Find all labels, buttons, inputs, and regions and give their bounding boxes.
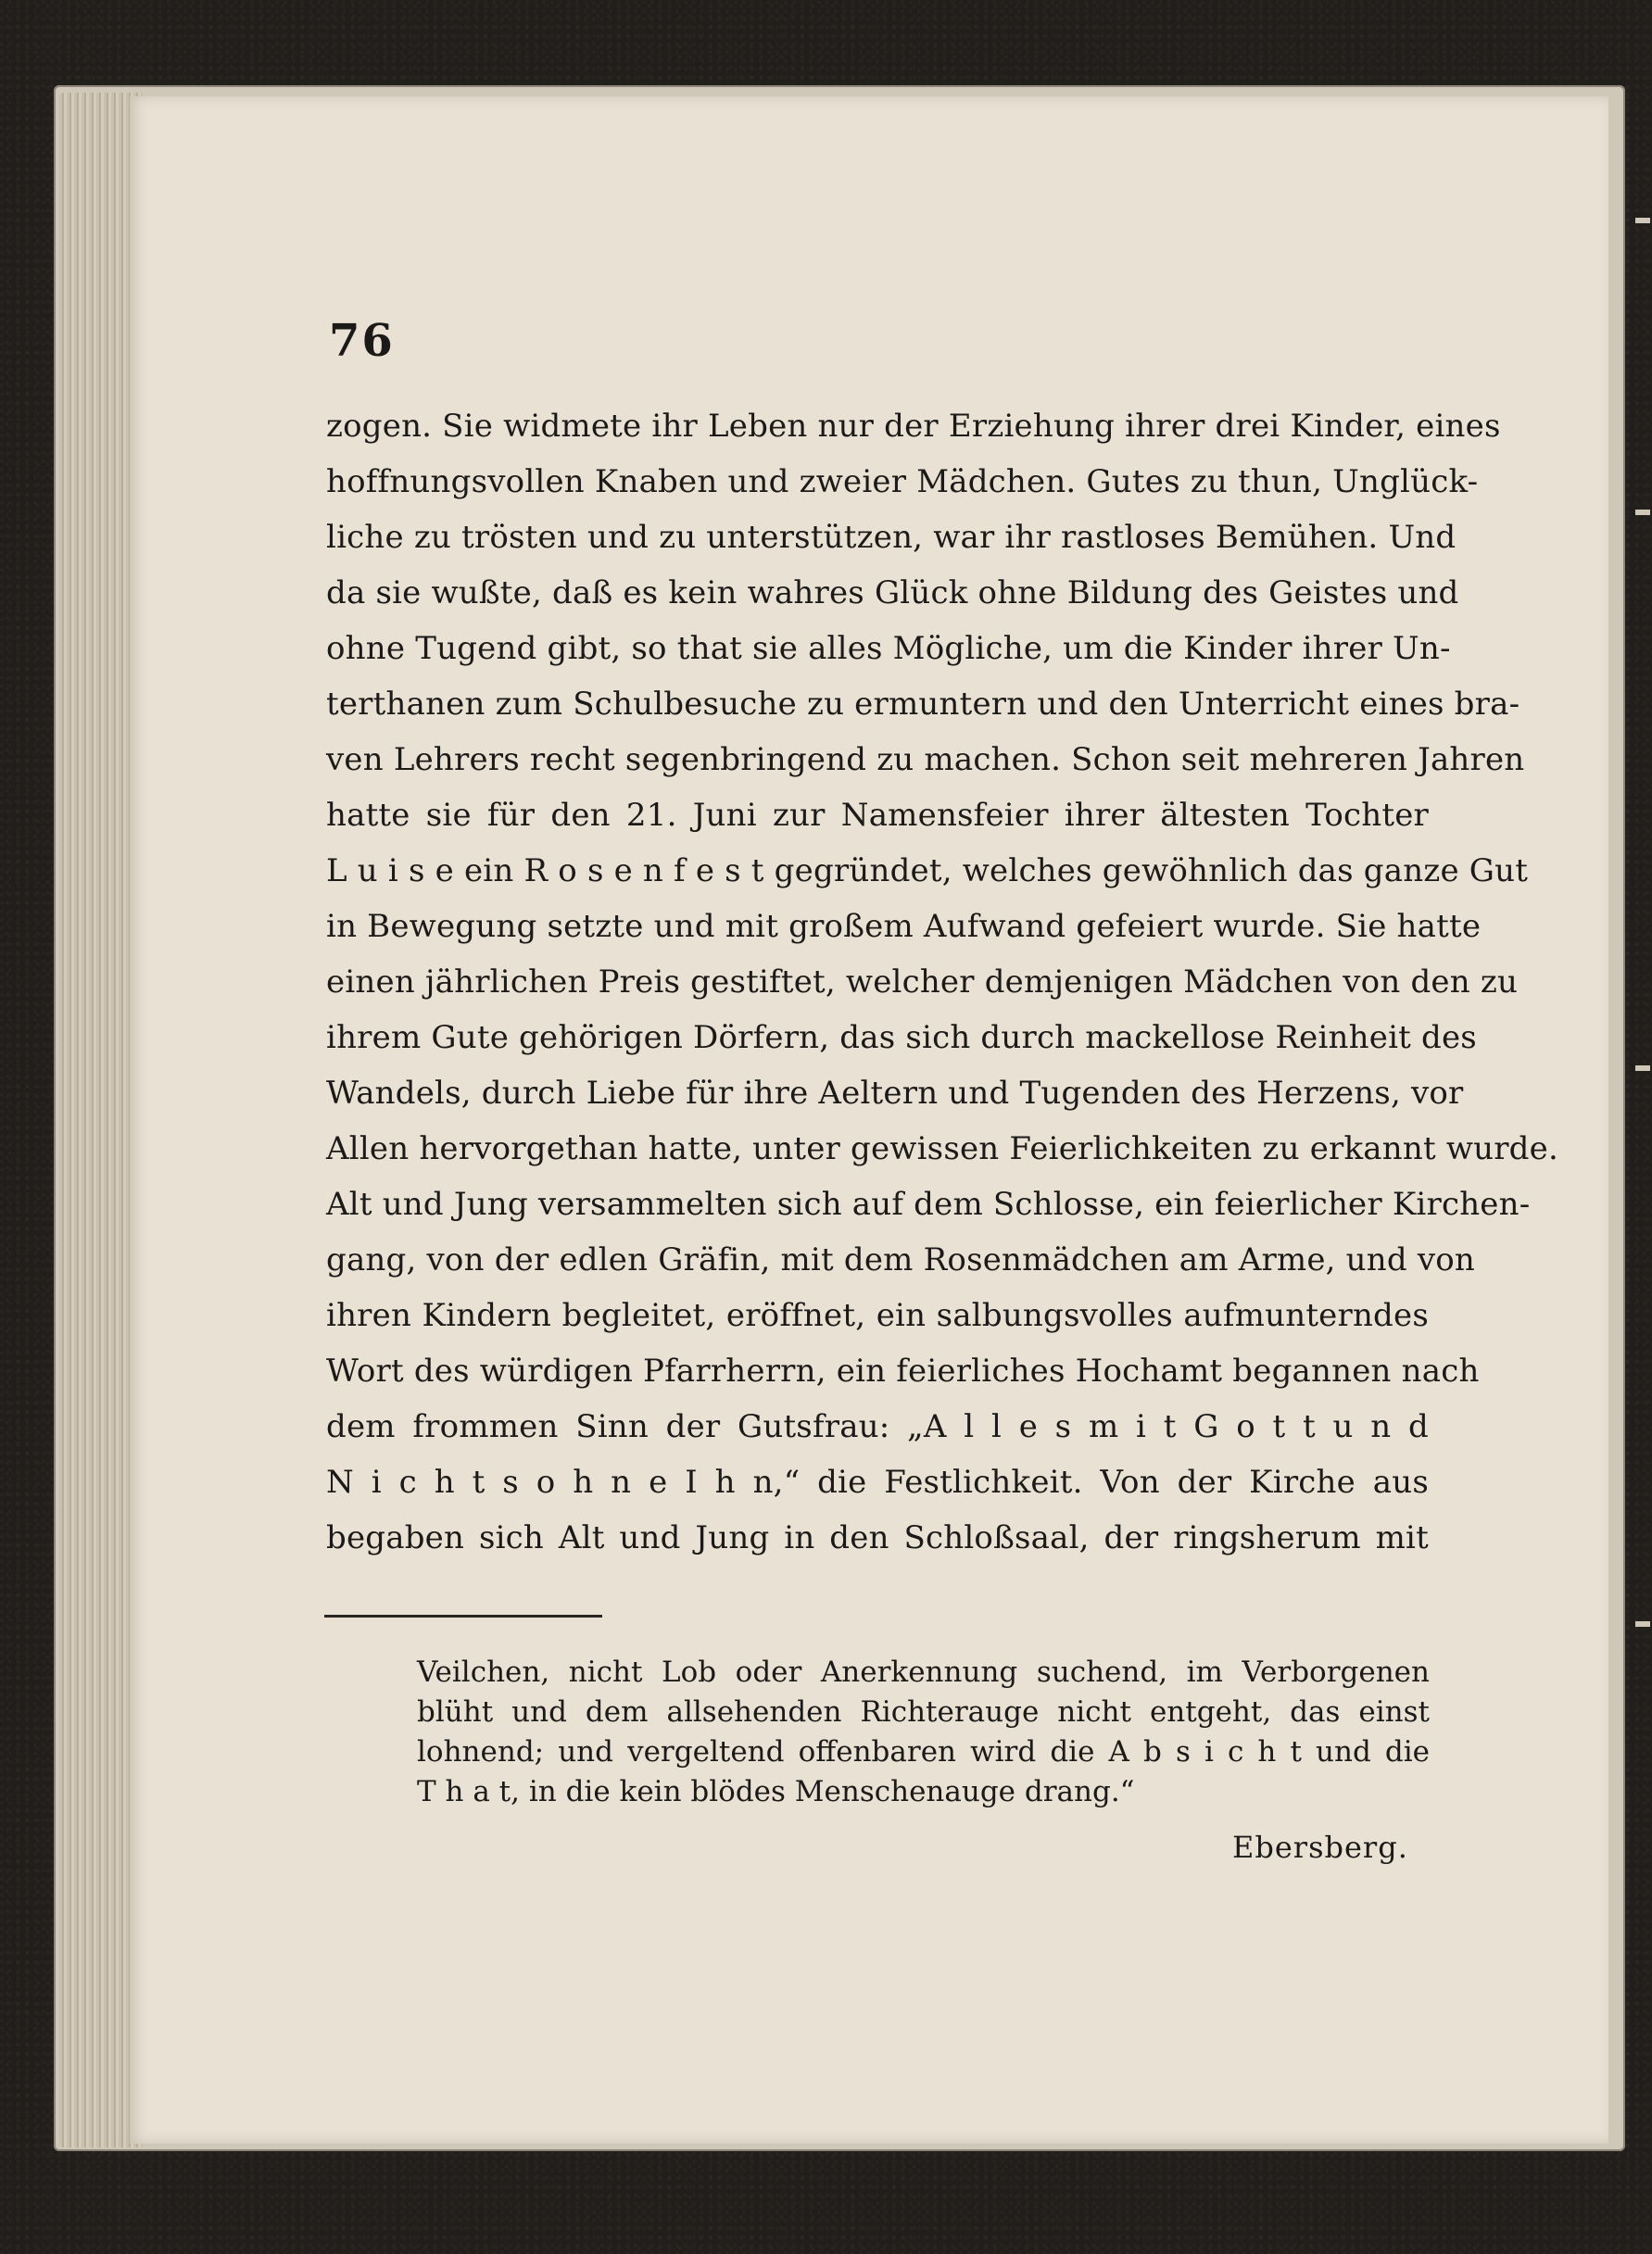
edge-mark — [1635, 218, 1650, 223]
text-line: ven Lehrers recht segenbringend zu machen. Schon seit mehreren Jahren — [326, 741, 1525, 778]
text-line: Alt und Jung versammelten sich auf dem Schlosse, ein feierlicher Kirchen- — [326, 1186, 1531, 1223]
text-line: ihren Kindern begleitet, eröffnet, ein salbungsvolles aufmunterndes — [326, 1297, 1429, 1334]
text-line: gang, von der edlen Gräfin, mit dem Rosenmädchen am Arme, und von — [326, 1241, 1476, 1278]
text-line: in Bewegung setzte und mit großem Aufwand gefeiert wurde. Sie hatte — [326, 908, 1482, 945]
edge-mark — [1635, 1065, 1650, 1071]
footnote-line: lohnend; und vergeltend offenbaren wird die A b s i c h t und die — [417, 1735, 1430, 1769]
body-text — [326, 398, 1558, 1566]
text-line: einen jährlichen Preis gestiftet, welcher demjenigen Mädchen von den zu — [326, 963, 1519, 1001]
footnote — [417, 1653, 1430, 1812]
text-line: zogen. Sie widmete ihr Leben nur der Erziehung ihrer drei Kinder, eines — [326, 408, 1501, 445]
text-line: hoffnungsvollen Knaben und zweier Mädchen. Gutes zu thun, Unglück- — [326, 463, 1479, 500]
page-number: 76 — [329, 315, 395, 367]
footnote-rule — [324, 1615, 602, 1618]
text-line: N i c h t s o h n e I h n,“ die Festlichkeit. Von der Kirche aus — [326, 1464, 1429, 1501]
text-line: dem frommen Sinn der Gutsfrau: „A l l e s m i t G o t t u n d — [326, 1408, 1429, 1445]
text-line: ohne Tugend gibt, so that sie alles Mögliche, um die Kinder ihrer Un- — [326, 630, 1451, 667]
text-line: terthanen zum Schulbesuche zu ermuntern und den Unterricht eines bra- — [326, 686, 1520, 723]
text-line: Wort des würdigen Pfarrherrn, ein feierliches Hochamt begannen nach — [326, 1353, 1480, 1390]
footnote-line: blüht und dem allsehenden Richterauge nicht entgeht, das einst — [417, 1695, 1430, 1729]
text-line: da sie wußte, daß es kein wahres Glück ohne Bildung des Geistes und — [326, 574, 1459, 611]
text-line: Allen hervorgethan hatte, unter gewissen Feierlichkeiten zu erkannt wurde. — [326, 1130, 1558, 1167]
footnote-line: Veilchen, nicht Lob oder Anerkennung suchend, im Verborgenen — [417, 1656, 1430, 1689]
text-line: liche zu trösten und zu unterstützen, war ihr rastloses Bemühen. Und — [326, 519, 1457, 556]
text-line: begaben sich Alt und Jung in den Schloßsaal, der ringsherum mit — [326, 1519, 1429, 1556]
footnote-line: T h a t, in die kein blödes Menschenauge drang.“ — [417, 1775, 1135, 1808]
edge-mark — [1635, 510, 1650, 515]
text-line: Wandels, durch Liebe für ihre Aeltern und Tugenden des Herzens, vor — [326, 1075, 1464, 1112]
footnote-signature: Ebersberg. — [1232, 1830, 1408, 1865]
edge-mark — [1635, 1621, 1650, 1627]
text-line: hatte sie für den 21. Juni zur Namensfeier ihrer ältesten Tochter — [326, 797, 1429, 834]
text-line: L u i s e ein R o s e n f e s t gegründet, welches gewöhnlich das ganze Gut — [326, 852, 1529, 889]
text-line: ihrem Gute gehörigen Dörfern, das sich durch mackellose Reinheit des — [326, 1019, 1477, 1056]
